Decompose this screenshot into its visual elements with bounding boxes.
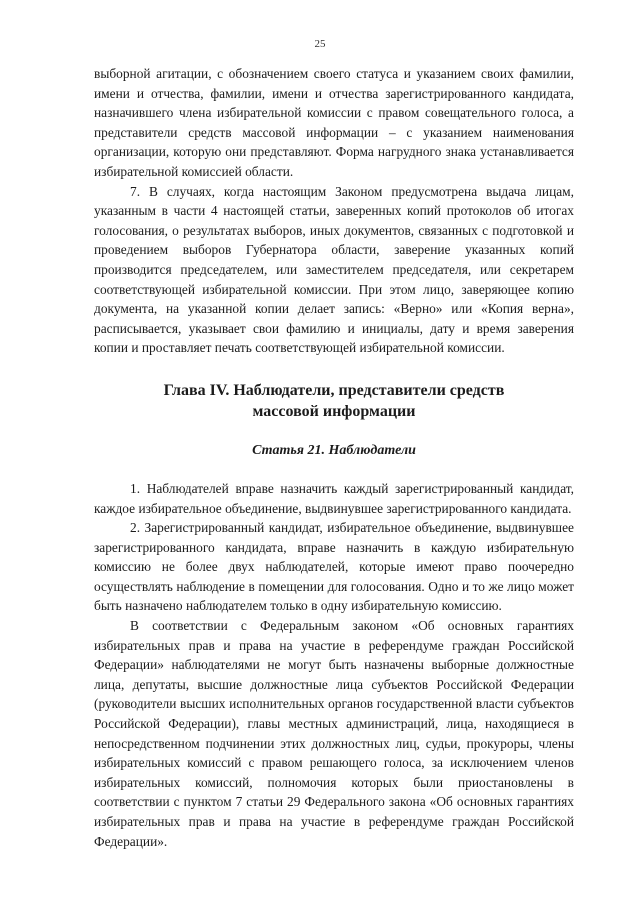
page-number: 25 [314, 38, 326, 50]
paragraph: В соответствии с Федеральным законом «Об основных гарантиях избирательных прав и права на участие в референдуме граждан Российской Федерации» наблюдателями не могут быть назначены выборные должностные лица, депутаты, высшие должностные лица субъектов Российской Федерации (руководители высших исполнительных органов государственной власти субъектов Российской Федерации), главы местных администраций, лица, находящиеся в непосредственном подчинении этих должностных лиц, судьи, прокуроры, члены избирательных комиссий с правом решающего голоса, за исключением членов избирательных комиссий, полномочия которых были приостановлены в соответствии с пунктом 7 статьи 29 Федерального закона «Об основных гарантиях избирательных прав и права на участие в референдуме граждан Российской Федерации». [94, 618, 574, 849]
paragraph: 7. В случаях, когда настоящим Законом предусмотрена выдача лицам, указанным в части 4 настоящей статьи, заверенных копий протоколов об итогах голосования, о результатах выборов, иных документов, связанных с подготовкой и проведением выборов Губернатора области, заверение указанных копий производится председателем, или заместителем председателя, или секретарем соответствующей избирательной комиссии. При этом лицо, заверяющее копию документа, на указанной копии делает запись: «Верно» или «Копия верна», расписывается, указывает свои фамилию и инициалы, дату и время заверения копии и проставляет печать соответствующей избирательной комиссии. [94, 183, 574, 356]
article-title: Статья 21. Наблюдатели [252, 442, 416, 458]
document-body [94, 64, 574, 851]
chapter-title-line: массовой информации [252, 402, 416, 420]
chapter-title [94, 380, 574, 422]
paragraph: выборной агитации, с обозначением своего статуса и указанием своих фамилии, имени и отчества, фамилии, имени и отчества зарегистрированного кандидата, назначившего члена избирательной комиссии с правом совещательного голоса, а представители средств массовой информации – с указанием наименования организации, которую они представляют. Форма нагрудного знака устанавливается избирательной комиссией области. [94, 66, 574, 179]
paragraph: 2. Зарегистрированный кандидат, избирательное объединение, выдвинувшее зарегистрированного кандидата, вправе назначить в каждую избирательную комиссию не более двух наблюдателей, которые имеют право поочередно осуществлять наблюдение в помещении для голосования. Одно и то же лицо может быть назначено наблюдателем только в одну избирательную комиссию. [94, 520, 574, 614]
chapter-title-line: Глава IV. Наблюдатели, представители средств [163, 381, 505, 399]
paragraph: 1. Наблюдателей вправе назначить каждый зарегистрированный кандидат, каждое избирательное объединение, выдвинувшее зарегистрированного кандидата. [94, 480, 574, 516]
